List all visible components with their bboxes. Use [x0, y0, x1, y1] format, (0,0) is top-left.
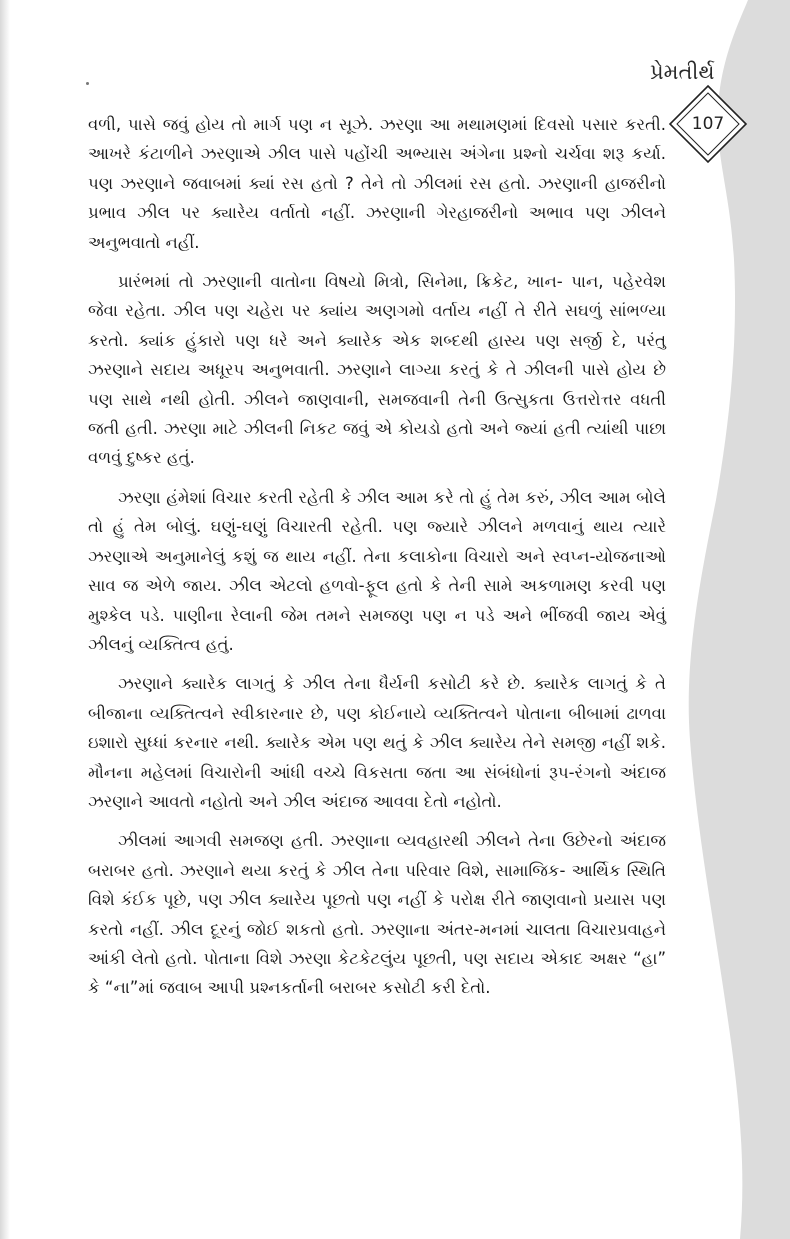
- paragraph-2: પ્રારંભમાં તો ઝરણાની વાતોના વિષયો મિત્રો, સિનેમા, ક્રિકેટ, ખાન- પાન, પહેરવેશ જેવા રહેતા. ઝીલ પણ ચહેરા પર ક્યાંય અણગમો વર્તાય નહીં તે રીતે સઘળું સાંભળ્યા કરતો. ક્યાંક હુંકારો પણ ધરે અને ક્યારેક એક શબ્દથી હાસ્ય પણ સર્જી દે, પરંતુ ઝરણાને સદાય અધૂરપ અનુભવાતી. ઝરણાને લાગ્યા કરતું કે તે ઝીલની પાસે હોય છે પણ સાથે નથી હોતી. ઝીલને જાણવાની, સમજવાની તેની ઉત્સુકતા ઉત્તરોત્તર વધતી જતી હતી. ઝરણા માટે ઝીલની નિકટ જવું એ કોયડો હતો અને જ્યાં હતી ત્યાંથી પાછા વળવું દુષ્કર હતું.: [88, 272, 666, 468]
- paragraph-3: ઝરણા હંમેશાં વિચાર કરતી રહેતી કે ઝીલ આમ કરે તો હું તેમ કરું, ઝીલ આમ બોલે તો હું તેમ બોલું. ઘણું-ઘણું વિચારતી રહેતી. પણ જ્યારે ઝીલને મળવાનું થાય ત્યારે ઝરણાએ અનુમાનેલું કશું જ થાય નહીં. તેના કલાકોના વિચારો અને સ્વપ્ન-યોજનાઓ સાવ જ એળે જાય. ઝીલ એટલો હળવો-ફૂલ હતો કે તેની સામે અકળામણ કરવી પણ મુશ્કેલ પડે. પાણીના રેલાની જેમ તમને સમજણ પણ ન પડે અને ભીંજવી જાય એવું ઝીલનું વ્યક્તિત્વ હતું.: [88, 487, 666, 654]
- paragraph-5: ઝીલમાં આગવી સમજણ હતી. ઝરણાના વ્યવહારથી ઝીલને તેના ઉછેરનો અંદાજ બરાબર હતો. ઝરણાને થયા કરતું કે ઝીલ તેના પરિવાર વિશે, સામાજિક- આર્થિક સ્થિતિ વિશે કંઈક પૂછે, પણ ઝીલ ક્યારેય પૂછતો પણ નહીં કે પરોક્ષ રીતે જાણવાનો પ્રયાસ પણ કરતો નહીં. ઝીલ દૂરનું જોઈ શકતો હતો. ઝરણાના અંતર-મનમાં ચાલતા વિચારપ્રવાહને આંકી લેતો હતો. પોતાના વિશે ઝરણા કેટકેટલુંય પૂછતી, પણ સદાય એકાદ અક્ષર “હા” કે “ના”માં જવાબ આપી પ્રશ્નકર્તાની બરાબર કસોટી કરી દેતો.: [88, 831, 666, 998]
- page-number-badge: [668, 84, 748, 164]
- paragraph-4: ઝરણાને ક્યારેક લાગતું કે ઝીલ તેના ધૈર્યની કસોટી કરે છે. ક્યારેક લાગતું કે તે બીજાના વ્યક્તિત્વને સ્વીકારનાર છે, પણ કોઈનાયે વ્યક્તિત્વને પોતાના બીબામાં ઢાળવા ઇશારો સુધ્ધાં કરનાર નથી. ક્યારેક એમ પણ થતું કે ઝીલ ક્યારેય તેને સમજી નહીં શકે. મૌનના મહેલમાં વિચારોની આંધી વચ્ચે વિકસતા જતા આ સંબંધોનાં રૂપ-રંગનો અંદાજ ઝરણાને આવતો નહોતો અને ઝીલ અંદાજ આવવા દેતો નહોતો.: [88, 674, 666, 811]
- page-number: 107: [691, 114, 725, 134]
- paragraph-1: વળી, પાસે જવું હોય તો માર્ગ પણ ન સૂઝે. ઝરણા આ મથામણમાં દિવસો પસાર કરતી. આખરે કંટાળીને ઝરણાએ ઝીલ પાસે પહોંચી અભ્યાસ અંગેના પ્રશ્નો ચર્ચવા શરૂ કર્યા. પણ ઝરણાને જવાબમાં ક્યાં રસ હતો ? તેને તો ઝીલમાં રસ હતો. ઝરણાની હાજરીનો પ્રભાવ ઝીલ પર ક્યારેય વર્તાતો નહીં. ઝરણાની ગેરહાજરીનો અભાવ પણ ઝીલને અનુભવાતો નહીં.: [88, 115, 666, 252]
- body-text: [88, 110, 666, 1013]
- stray-mark: [86, 82, 89, 85]
- page-edge-shadow: [0, 0, 10, 1239]
- running-header-title: પ્રેમતીર્થ: [650, 60, 715, 84]
